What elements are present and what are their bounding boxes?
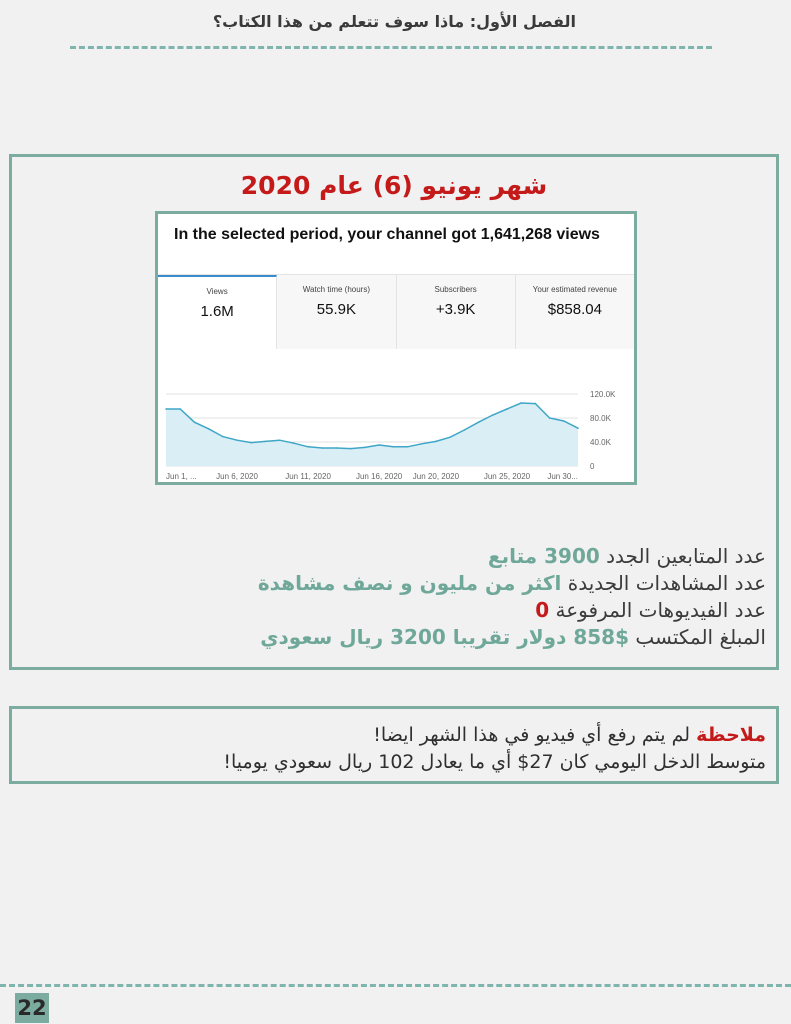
stat-earnings [258, 624, 766, 651]
stat-label: المبلغ المكتسب [628, 625, 766, 649]
note-text [223, 722, 766, 776]
y-tick-label: 40.0K [590, 438, 611, 447]
y-tick-label: 80.0K [590, 414, 611, 423]
data-point [307, 446, 309, 448]
data-point [407, 446, 409, 448]
data-point [393, 446, 395, 448]
stat-videos [258, 597, 766, 624]
data-point [520, 402, 522, 404]
tab-label: Subscribers [434, 285, 477, 294]
youtube-analytics-screenshot [155, 211, 637, 485]
data-point [293, 442, 295, 444]
data-point [506, 408, 508, 410]
data-point [492, 414, 494, 416]
stat-label: عدد الفيديوهات المرفوعة [549, 598, 766, 622]
tab-label: Your estimated revenue [532, 285, 617, 294]
stat-value: 0 [535, 598, 550, 622]
data-point [179, 408, 181, 410]
stat-views [258, 570, 766, 597]
x-tick-label: Jun 11, 2020 [285, 472, 331, 481]
data-point [449, 436, 451, 438]
stat-followers [258, 543, 766, 570]
x-tick-label: Jun 25, 2020 [483, 472, 531, 481]
metric-tabs [158, 274, 634, 349]
data-point [435, 441, 437, 443]
tab-revenue[interactable] [516, 275, 634, 349]
data-point [236, 439, 238, 441]
analytics-headline: In the selected period, your channel got 1,641,268 views [174, 226, 600, 243]
data-point [577, 427, 579, 429]
data-point [208, 428, 210, 430]
data-point [464, 429, 466, 431]
tab-value: 1.6M [200, 303, 234, 320]
data-point [165, 408, 167, 410]
stat-label: عدد المتابعين الجدد [599, 544, 766, 568]
chapter-header: الفصل الأول: ماذا سوف تتعلم من هذا الكتاب؟ [212, 12, 576, 31]
stat-value: 3900 متابع [487, 544, 600, 568]
data-point [378, 444, 380, 446]
note-line2: متوسط الدخل اليومي كان 27$ أي ما يعادل 102 ريال سعودي يوميا! [223, 751, 766, 773]
data-point [364, 447, 366, 449]
data-point [321, 447, 323, 449]
views-area [166, 403, 578, 466]
data-point [549, 417, 551, 419]
footer-divider [0, 984, 791, 987]
header-divider [70, 46, 712, 49]
page-number: 22 [15, 993, 49, 1023]
june-stats-box [9, 154, 779, 670]
data-point [222, 436, 224, 438]
data-point [336, 447, 338, 449]
month-title: شهر يونيو (6) عام 2020 [240, 171, 548, 200]
tab-watch-time[interactable] [277, 275, 396, 349]
x-tick-label: Jun 1, ... [166, 472, 197, 481]
data-point [421, 443, 423, 445]
stat-value: $858 دولار تقريبا 3200 ريال سعودي [260, 625, 629, 649]
stat-label: عدد المشاهدات الجديدة [561, 571, 766, 595]
tab-value: +3.9K [435, 301, 476, 318]
x-tick-label: Jun 6, 2020 [216, 472, 258, 481]
data-point [265, 441, 267, 443]
data-point [279, 439, 281, 441]
data-point [478, 421, 480, 423]
x-tick-label: Jun 30... [547, 472, 578, 481]
tab-value: $858.04 [547, 301, 602, 318]
note-box [9, 706, 779, 784]
x-tick-label: Jun 20, 2020 [412, 472, 460, 481]
data-point [250, 442, 252, 444]
data-point [563, 420, 565, 422]
y-tick-label: 120.0K [590, 390, 616, 399]
views-chart [158, 370, 634, 482]
data-point [350, 448, 352, 450]
tab-label: Watch time (hours) [302, 285, 371, 294]
tab-value: 55.9K [316, 301, 356, 318]
x-tick-label: Jun 16, 2020 [355, 472, 403, 481]
note-keyword: ملاحظة [696, 724, 766, 746]
data-point [535, 403, 537, 405]
stat-value: اكثر من مليون و نصف مشاهدة [257, 571, 562, 595]
tab-subscribers[interactable] [397, 275, 516, 349]
tab-views[interactable] [158, 275, 277, 349]
tab-label: Views [206, 287, 228, 296]
stats-list [258, 543, 766, 651]
data-point [194, 421, 196, 423]
note-line1: لم يتم رفع أي فيديو في هذا الشهر ايضا! [373, 724, 697, 746]
y-tick-label: 0 [590, 462, 595, 471]
